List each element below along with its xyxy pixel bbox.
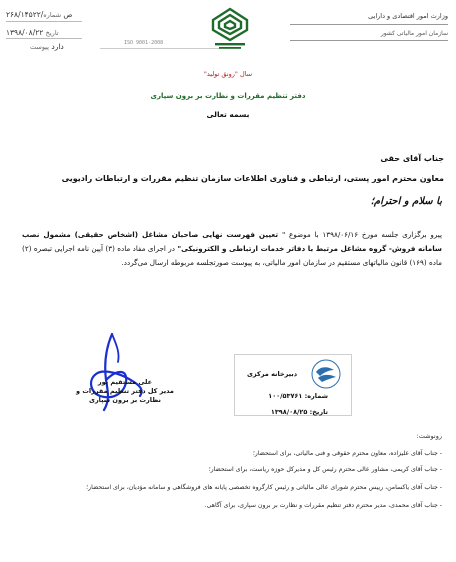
iso-text: ISO 9001-2008 — [124, 40, 164, 46]
date-underline — [6, 38, 82, 39]
header-rule — [100, 48, 220, 49]
office-name: دفتر تنظیم مقررات و نظارت بر برون سپاری — [150, 92, 306, 100]
signatory-name: علی مستقیم پور — [97, 378, 153, 386]
body-paragraph — [22, 228, 442, 270]
year-slogan: سال "رونق تولید" — [203, 70, 253, 78]
recipient-position: معاون محترم امور پستی، ارتباطی و فناوری اطلاعات سازمان تنظیم مقررات و ارتباطات رادیویی — [61, 174, 444, 183]
signatory-block — [60, 378, 190, 405]
tax-organization-logo-icon — [206, 6, 254, 50]
letter-date — [6, 28, 59, 37]
signatory-title-line-1: مدیر کل دفتر تنظیم مقررات و — [76, 387, 174, 395]
stamp-number — [268, 392, 328, 400]
stamp-date-value: ۱۳۹۸/۰۸/۲۵ — [270, 408, 308, 416]
letter-attachment-value: دارد — [51, 42, 64, 51]
stamp-number-value: ۱۰۰/۵۳۷۶۱ — [268, 392, 303, 400]
cc-list — [22, 450, 442, 518]
cc-item: - جناب آقای علیزاده، معاون محترم حقوقی و فنی مالیاتی، برای استحضار؛ — [252, 450, 442, 457]
cc-item: - جناب آقای محمدی، مدیر محترم دفتر تنظیم مقررات و نظارت بر برون سپاری، برای آگاهی. — [204, 502, 442, 509]
besmeh-taala: بسمه تعالی — [206, 110, 250, 119]
letter-date-label: تاریخ — [45, 29, 59, 37]
cc-item: - جناب آقای کریمی، مشاور عالی محترم رئیس کل و مدیرکل حوزه ریاست، برای استحضار؛ — [208, 466, 442, 473]
recipient-title: جناب آقای حقی — [380, 154, 444, 163]
ministry-line-2: سازمان امور مالیاتی کشور — [380, 30, 448, 37]
ministry-rule-1 — [290, 24, 448, 25]
body-text-part-2: در اجرای مفاد ماده (۳) آیین نامه اجرایی تبصره (۲) ماده (۱۶۹) قانون مالیاتهای مستقیم در سازمان امور مالیاتی، به پیوست صورتجلسه مربوطه ارسال می‌گردد. — [22, 244, 442, 267]
stamp-title: دبیرخانه مرکزی — [246, 370, 298, 378]
ministry-line-1: وزارت امور اقتصادی و دارایی — [368, 12, 448, 20]
body-text-part-1: پیرو برگزاری جلسه مورخ ۱۳۹۸/۰۶/۱۶ با موضوع " — [282, 230, 442, 239]
cc-title: رونوشت: — [416, 432, 442, 440]
greeting: با سلام و احترام؛ — [370, 196, 442, 207]
handwritten-signature-icon — [82, 330, 154, 422]
body-text-bold: تعیین فهرست نهایی صاحبان مشاغل (اشخاص حقیقی) مشمول نصب سامانه فروش- گروه مشاغل مرتبط با دفاتر خدمات ارتباطی و الکترونیکی" — [22, 230, 443, 253]
stamp-date — [271, 408, 328, 416]
letter-number-value: ۲۶۸/۱۴۵۲۲/ص — [6, 10, 73, 19]
letter-number — [6, 10, 72, 19]
ministry-rule-2 — [290, 40, 448, 41]
number-underline — [6, 21, 82, 22]
letter-date-value: ۱۳۹۸/۰۸/۲۲ — [6, 28, 44, 37]
cc-item: - جناب آقای یاکسامن، رییس محترم شورای عالی مالیاتی و رئیس کارگروه تخصصی پایانه های فروشگاهی و سامانه مؤدیان، برای استحضار؛ — [86, 484, 442, 491]
organization-emblem-icon — [310, 358, 342, 390]
signatory-title-line-2: نظارت بر برون سپاری — [88, 396, 162, 404]
letter-attachment — [30, 42, 64, 51]
stamp-number-label: شماره: — [304, 392, 328, 400]
stamp-date-label: تاریخ: — [309, 408, 328, 416]
letter-attachment-label: پیوست — [30, 43, 49, 51]
letter-number-label: شماره — [43, 11, 62, 19]
